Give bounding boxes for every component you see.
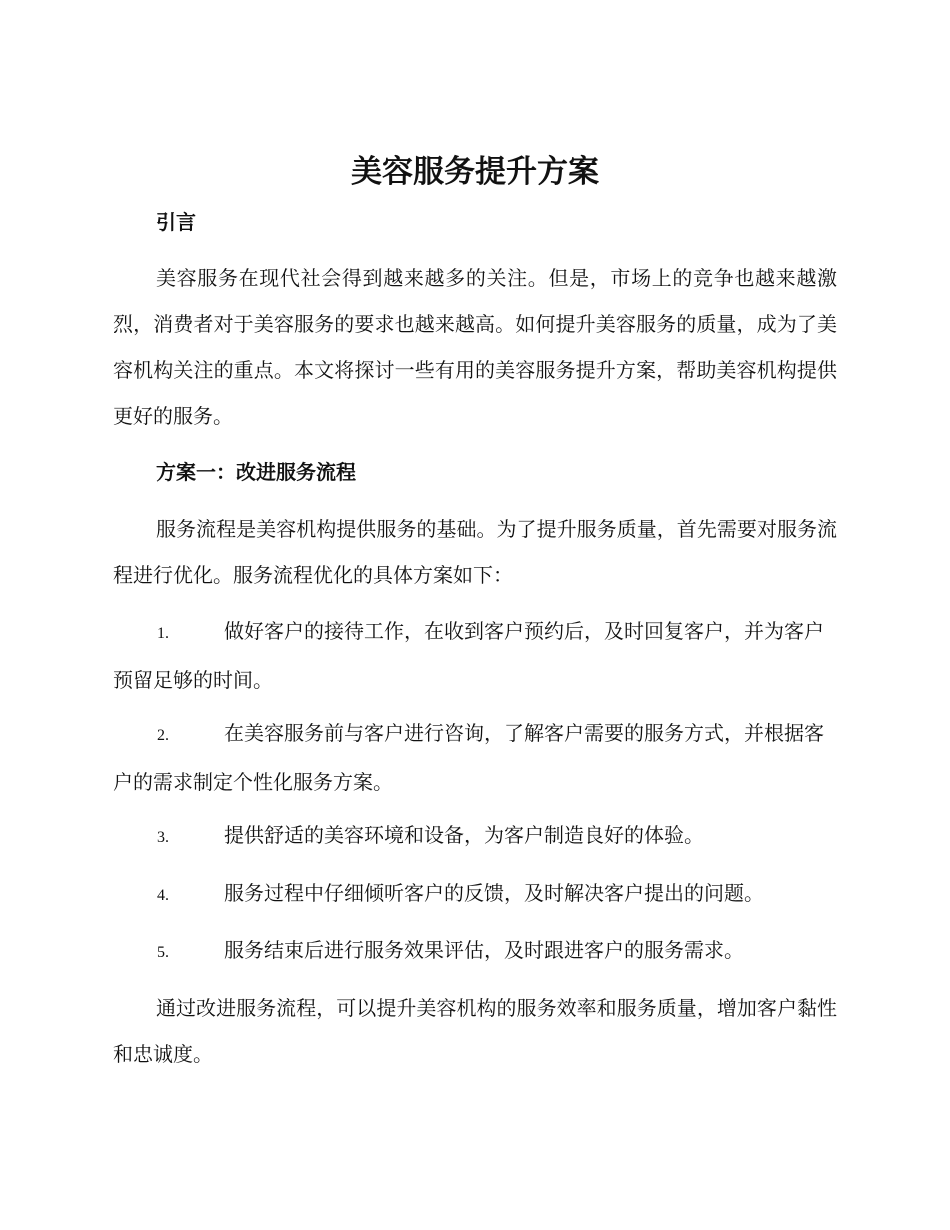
list-item-text: 做好客户的接待工作，在收到客户预约后，及时回复客户，并为客户预留足够的时间。 xyxy=(113,619,824,692)
list-number: 2. xyxy=(157,727,169,744)
list-item-4 xyxy=(113,870,837,919)
list-item-2 xyxy=(113,710,837,805)
intro-heading: 引言 xyxy=(156,210,196,234)
intro-paragraph: 美容服务在现代社会得到越来越多的关注。但是，市场上的竞争也越来越激烈，消费者对于美容服务的要求也越来越高。如何提升美容服务的质量，成为了美容机构关注的重点。本文将探讨一些有用的美容服务提升方案，帮助美容机构提供更好的服务。 xyxy=(113,266,837,428)
section1-paragraph: 服务流程是美容机构提供服务的基础。为了提升服务质量，首先需要对服务流程进行优化。服务流程优化的具体方案如下： xyxy=(113,517,837,587)
document-title: 美容服务提升方案 xyxy=(351,154,599,190)
list-item-1 xyxy=(113,608,837,703)
list-item-text: 提供舒适的美容环境和设备，为客户制造良好的体验。 xyxy=(224,823,704,847)
section1-heading: 方案一：改进服务流程 xyxy=(156,460,356,484)
list-item-5 xyxy=(113,927,837,976)
list-item-text: 服务结束后进行服务效果评估，及时跟进客户的服务需求。 xyxy=(224,938,744,962)
list-number: 5. xyxy=(157,944,169,961)
list-item-text: 在美容服务前与客户进行咨询，了解客户需要的服务方式，并根据客户的需求制定个性化服务方案。 xyxy=(113,721,824,794)
list-number: 4. xyxy=(157,887,169,904)
list-number: 1. xyxy=(157,625,169,642)
conclusion-paragraph: 通过改进服务流程，可以提升美容机构的服务效率和服务质量，增加客户黏性和忠诚度。 xyxy=(113,996,837,1066)
list-item-text: 服务过程中仔细倾听客户的反馈，及时解决客户提出的问题。 xyxy=(224,881,764,905)
list-item-3 xyxy=(113,812,837,861)
list-number: 3. xyxy=(157,829,169,846)
